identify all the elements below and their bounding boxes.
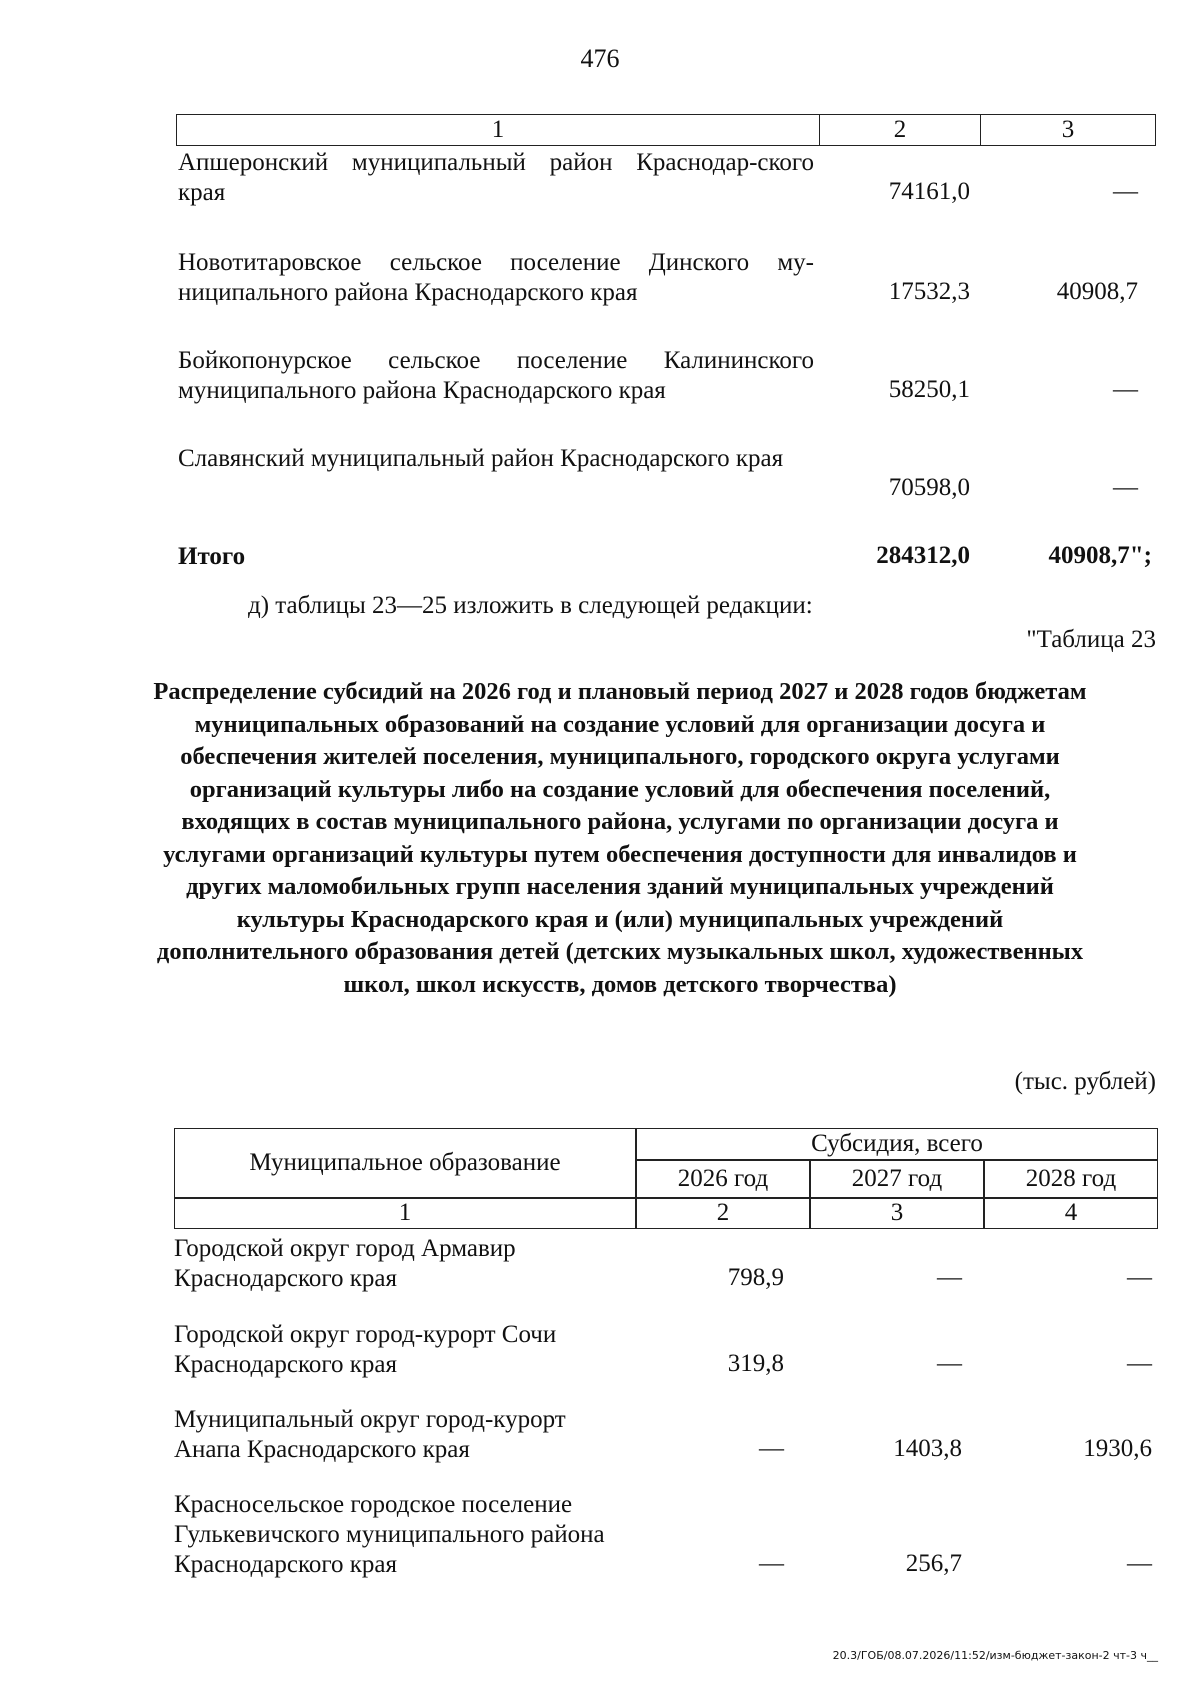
table1-row-value3: — [1113, 376, 1138, 403]
table2-header-year-2028: 2028 год [1025, 1165, 1117, 1192]
table1-header-col2: 2 [820, 115, 981, 145]
table2-header [174, 1128, 1158, 1199]
table2-row-value-2028: — [1127, 1350, 1152, 1377]
table1-row-value2: 70598,0 [888, 474, 970, 501]
table2-number-row [174, 1197, 1158, 1229]
table1-header-col1: 1 [177, 115, 820, 145]
table1-header [176, 114, 1156, 146]
table1-total-value3: 40908,7"; [1048, 542, 1152, 569]
page-number: 476 [580, 44, 620, 73]
table2-header-name: Муниципальное образование [249, 1149, 561, 1176]
table2-row-value-2026: 319,8 [727, 1350, 784, 1377]
table2-number-3: 3 [890, 1199, 904, 1226]
table2-row-name: Городской округ город-курорт Сочи Краснодарского края [174, 1321, 557, 1378]
footer-code: 20.3/ГОБ/08.07.2026/11:52/изм-бюджет-закон-2 чт-3 ч__ [832, 1649, 1158, 1662]
table1-row [178, 346, 1160, 410]
table2-row [174, 1490, 1158, 1584]
table1-row [178, 248, 1160, 312]
table1-total-row [178, 542, 1160, 574]
table1-row-value3: — [1113, 474, 1138, 501]
table2-row [174, 1405, 1158, 1469]
table-title: Распределение субсидий на 2026 год и плановый период 2027 и 2028 годов бюджетам муниципальных образований на создание условий для организации досуга и обеспечения жителей поселения, муниципального, городского округа услугами организаций культуры либо на создание условий для обеспечения поселений, входящих в состав муниципального района, услугами по организации досуга и услугами организаций культуры путем обеспечения доступности для инвалидов и других маломобильных групп населения зданий муниципальных учреждений культуры Краснодарского края и (или) муниципальных учреждений дополнительного образования детей (детских музыкальных школ, художественных школ, школ искусств, домов детского творчества) [153, 678, 1087, 998]
table2-row-value-2027: — [937, 1350, 962, 1377]
table1-row-name: Славянский муниципальный район Краснодарского края [178, 445, 784, 472]
table1-row [178, 444, 1160, 508]
table2-header-year-2027: 2027 год [851, 1165, 943, 1192]
table2-row-value-2028: — [1127, 1264, 1152, 1291]
table1-row-name: Новотитаровское сельское поселение Динского му-ниципального района Краснодарского края [178, 249, 814, 306]
table2-row [174, 1234, 1158, 1298]
table2-row [174, 1320, 1158, 1384]
table2-number-2: 2 [716, 1199, 730, 1226]
table2-row-name: Городской округ город Армавир Краснодарского края [174, 1235, 516, 1292]
table1-row-value2: 58250,1 [888, 376, 970, 403]
table1-row-value2: 74161,0 [888, 178, 970, 205]
table2-row-value-2026: 798,9 [727, 1264, 784, 1291]
table2-header-year-2026: 2026 год [677, 1165, 769, 1192]
table1-row-value3: 40908,7 [1056, 278, 1138, 305]
table2-row-name: Красносельское городское поселение Гулькевичского муниципального района Краснодарского края [174, 1491, 605, 1578]
table2-header-group: Субсидия, всего [811, 1130, 983, 1157]
instruction-text: д) таблицы 23—25 изложить в следующей редакции: [248, 592, 813, 619]
table2-row-value-2027: 1403,8 [893, 1435, 962, 1462]
table2-row-value-2028: 1930,6 [1083, 1435, 1152, 1462]
table-label: "Таблица 23 [1026, 626, 1156, 653]
table1-header-col3: 3 [1061, 116, 1075, 143]
table2-number-1: 1 [398, 1199, 412, 1226]
table2-row-value-2027: — [937, 1264, 962, 1291]
table2-row-value-2026: — [759, 1550, 784, 1577]
table1-row-name: Апшеронский муниципальный район Краснодар-ского края [178, 149, 814, 206]
table1-row-value3: — [1113, 178, 1138, 205]
table2-number-4: 4 [1064, 1199, 1078, 1226]
table2-row-value-2028: — [1127, 1550, 1152, 1577]
table1-row-name: Бойкопонурское сельское поселение Калининского муниципального района Краснодарского края [178, 347, 814, 404]
table2-row-value-2026: — [759, 1435, 784, 1462]
units-label: (тыс. рублей) [1014, 1068, 1156, 1095]
table2-row-value-2027: 256,7 [905, 1550, 962, 1577]
table1-total-value2: 284312,0 [876, 542, 970, 569]
table1-row-value2: 17532,3 [888, 278, 970, 305]
table2-row-name: Муниципальный округ город-курорт Анапа Краснодарского края [174, 1406, 566, 1463]
table1-total-label: Итого [178, 543, 246, 570]
table1-row [178, 148, 1160, 212]
